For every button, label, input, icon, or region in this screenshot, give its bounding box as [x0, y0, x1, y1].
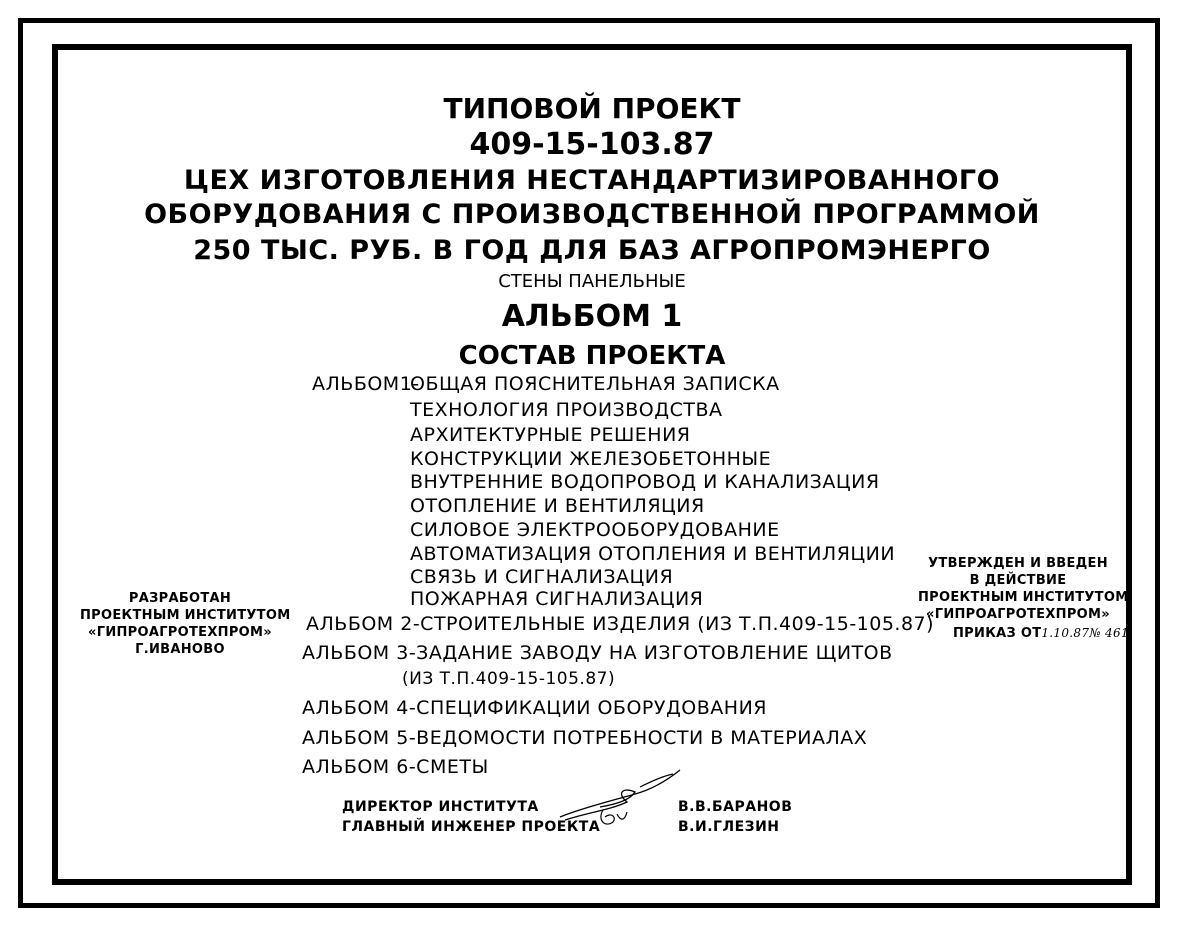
- album1-item: ОБЩАЯ ПОЯСНИТЕЛЬНАЯ ЗАПИСКА: [410, 373, 780, 395]
- handwritten-signature: [555, 762, 690, 837]
- approved-line3: ПРОЕКТНЫМ ИНСТИТУТОМ: [918, 590, 1129, 605]
- composition-heading: СОСТАВ ПРОЕКТА: [458, 341, 726, 371]
- album1-item: АРХИТЕКТУРНЫЕ РЕШЕНИЯ: [410, 424, 691, 446]
- project-type-title: ТИПОВОЙ ПРОЕКТ: [443, 92, 741, 125]
- project-title-line3: 250 ТЫС. РУБ. В ГОД ДЛЯ БАЗ АГРОПРОМЭНЕРГО: [193, 235, 991, 266]
- developed-by-line4: Г.ИВАНОВО: [135, 642, 225, 657]
- project-number: 409-15-103.87: [469, 127, 715, 162]
- order-handwritten: 1.10.87№ 461: [1041, 626, 1129, 640]
- album1-item: СИЛОВОЕ ЭЛЕКТРООБОРУДОВАНИЕ: [410, 519, 780, 541]
- developed-by-line2: ПРОЕКТНЫМ ИНСТИТУТОМ: [80, 608, 291, 623]
- approved-line2: В ДЕЙСТВИЕ: [969, 573, 1067, 588]
- director-title: ДИРЕКТОР ИНСТИТУТА: [342, 799, 539, 815]
- album6-entry: АЛЬБОМ 6-СМЕТЫ: [302, 756, 489, 778]
- project-title-line2: ОБОРУДОВАНИЯ С ПРОИЗВОДСТВЕННОЙ ПРОГРАММОЙ: [144, 199, 1040, 230]
- album1-item: ОТОПЛЕНИЕ И ВЕНТИЛЯЦИЯ: [410, 495, 705, 517]
- developed-by-line1: РАЗРАБОТАН: [128, 591, 232, 606]
- order-label-text: ПРИКАЗ ОТ: [953, 626, 1042, 641]
- album1-item: ТЕХНОЛОГИЯ ПРОИЗВОДСТВА: [410, 399, 723, 421]
- album1-item: АВТОМАТИЗАЦИЯ ОТОПЛЕНИЯ И ВЕНТИЛЯЦИИ: [410, 543, 896, 565]
- approved-line4: «ГИПРОАГРОТЕХПРОМ»: [926, 607, 1110, 622]
- volume-subtitle: СТЕНЫ ПАНЕЛЬНЫЕ: [498, 271, 686, 292]
- director-name: В.В.БАРАНОВ: [678, 799, 793, 815]
- album5-entry: АЛЬБОМ 5-ВЕДОМОСТИ ПОТРЕБНОСТИ В МАТЕРИАЛАХ: [302, 727, 868, 749]
- album1-item: СВЯЗЬ И СИГНАЛИЗАЦИЯ: [410, 566, 674, 588]
- developed-by-line3: «ГИПРОАГРОТЕХПРОМ»: [88, 625, 272, 640]
- album1-item: ПОЖАРНАЯ СИГНАЛИЗАЦИЯ: [410, 588, 704, 610]
- project-title-line1: ЦЕХ ИЗГОТОВЛЕНИЯ НЕСТАНДАРТИЗИРОВАННОГО: [183, 165, 1001, 196]
- order-label: [953, 627, 1129, 640]
- approved-line1: УТВЕРЖДЕН И ВВЕДЕН: [928, 556, 1108, 571]
- album2-entry: АЛЬБОМ 2-СТРОИТЕЛЬНЫЕ ИЗДЕЛИЯ (ИЗ Т.П.409-15-105.87): [306, 613, 935, 635]
- album1-item: ВНУТРЕННИЕ ВОДОПРОВОД И КАНАЛИЗАЦИЯ: [410, 471, 880, 493]
- chief-engineer-title: ГЛАВНЫЙ ИНЖЕНЕР ПРОЕКТА: [342, 819, 601, 835]
- album3-note: (ИЗ Т.П.409-15-105.87): [402, 669, 616, 689]
- album3-entry: АЛЬБОМ 3-ЗАДАНИЕ ЗАВОДУ НА ИЗГОТОВЛЕНИЕ ЩИТОВ: [302, 642, 893, 664]
- album1-item: КОНСТРУКЦИИ ЖЕЛЕЗОБЕТОННЫЕ: [410, 448, 772, 470]
- chief-engineer-name: В.И.ГЛЕЗИН: [678, 819, 780, 835]
- album1-label: АЛЬБОМ1-: [312, 373, 420, 395]
- album-heading: АЛЬБОМ 1: [501, 299, 683, 334]
- album4-entry: АЛЬБОМ 4-СПЕЦИФИКАЦИИ ОБОРУДОВАНИЯ: [302, 697, 767, 719]
